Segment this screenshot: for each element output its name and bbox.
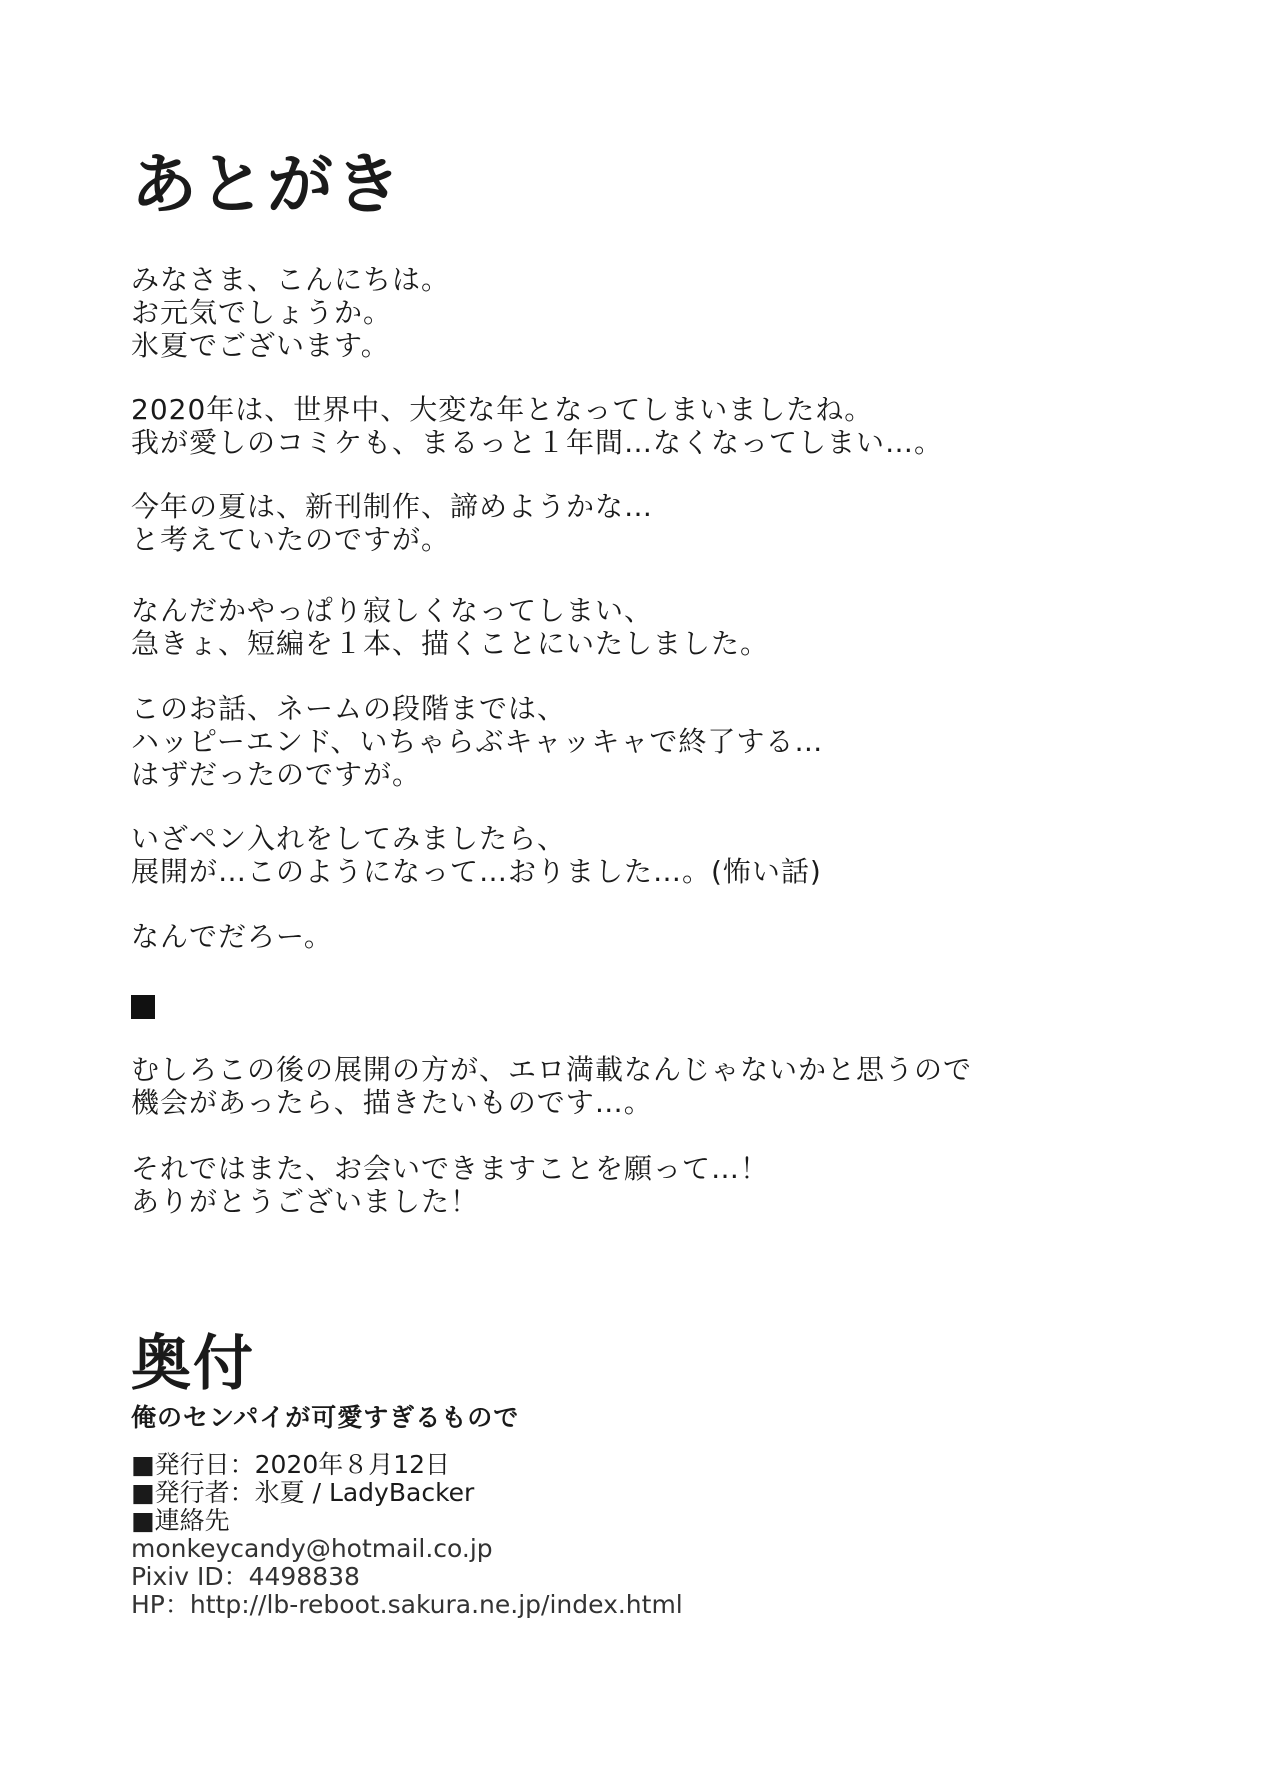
- text-line: このお話、ネームの段階までは、: [131, 692, 567, 725]
- text-line: 氷夏でございます。: [131, 329, 390, 362]
- text-line: 展開が…このようになって…おりました…。(怖い話): [131, 855, 822, 888]
- pixiv-id: Pixiv ID：4498838: [131, 1562, 360, 1591]
- contact-label: ■連絡先: [131, 1506, 230, 1535]
- text-line: なんでだろー。: [131, 920, 333, 953]
- text-line: いざペン入れをしてみましたら、: [131, 822, 567, 855]
- black-square-icon: [131, 995, 155, 1019]
- contact-email: monkeycandy@hotmail.co.jp: [131, 1534, 493, 1563]
- text-line: なんだかやっぱり寂しくなってしまい、: [131, 594, 654, 627]
- text-line: お元気でしょうか。: [131, 296, 393, 329]
- afterword-paragraph-5: [131, 692, 823, 791]
- colophon-details: [131, 1451, 683, 1619]
- afterword-paragraph-8: [131, 1053, 972, 1119]
- afterword-paragraph-4: [131, 594, 769, 660]
- text-line: と考えていたのですが。: [131, 523, 451, 556]
- text-line: 2020年は、世界中、大変な年となってしまいましたね。: [131, 393, 874, 426]
- text-line: みなさま、こんにちは。: [131, 263, 451, 296]
- text-line: はずだったのですが。: [131, 758, 422, 791]
- text-line: 急きょ、短編を１本、描くことにいたしました。: [131, 627, 770, 660]
- afterword-title: あとがき: [131, 146, 403, 223]
- afterword-paragraph-6: [131, 822, 822, 888]
- book-title: 俺のセンパイが可愛すぎるもので: [131, 1403, 520, 1432]
- text-line: ありがとうございました！: [131, 1185, 480, 1218]
- colophon-title: 奥付: [131, 1329, 255, 1399]
- text-line: それではまた、お会いできますことを願って…！: [131, 1152, 770, 1185]
- text-line: 今年の夏は、新刊制作、諦めようかな…: [131, 490, 654, 523]
- text-line: 機会があったら、描きたいものです…。: [131, 1086, 653, 1119]
- afterword-paragraph-9: [131, 1152, 769, 1218]
- text-line: 我が愛しのコミケも、まるっと１年間…なくなってしまい…。: [131, 426, 944, 459]
- afterword-paragraph-1: [131, 263, 450, 362]
- publisher: ■発行者：氷夏 / LadyBacker: [131, 1478, 475, 1507]
- text-line: ハッピーエンド、いちゃらぶキャッキャで終了する…: [131, 725, 824, 758]
- publish-date: ■発行日：2020年８月12日: [131, 1450, 451, 1479]
- afterword-paragraph-3: [131, 490, 653, 556]
- homepage-url: HP：http://lb-reboot.sakura.ne.jp/index.html: [131, 1590, 683, 1619]
- afterword-paragraph-2: [131, 393, 943, 459]
- afterword-paragraph-7: [131, 920, 333, 953]
- text-line: むしろこの後の展開の方が、エロ満載なんじゃないかと思うので: [131, 1053, 973, 1086]
